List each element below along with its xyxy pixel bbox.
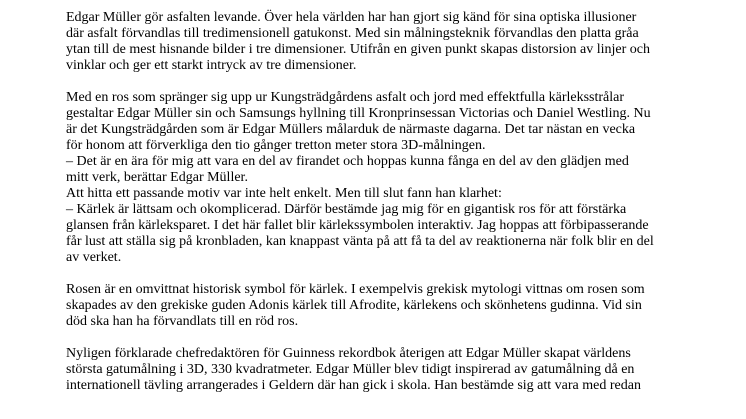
text-line: Edgar Müller gör asfalten levande. Över hela världen har han gjort sig känd för sina optiska illusioner: [66, 10, 637, 25]
text-line: internationell tävling arrangerades i Geldern där han gick i skola. Han bestämde sig att vara med redan: [66, 378, 641, 393]
text-line: Med en ros som spränger sig upp ur Kungsträdgårdens asfalt och jord med effektfulla kärleksstrålar: [66, 90, 625, 105]
paragraph-rose-artwork: [66, 90, 696, 266]
text-line: – Kärlek är lättsam och okomplicerad. Därför bestämde jag mig för en gigantisk ros för att förstärka: [66, 202, 627, 217]
paragraph-guinness-record: [66, 346, 696, 394]
text-line: mitt verk, berättar Edgar Müller.: [66, 170, 248, 185]
paragraph-rose-symbol: [66, 282, 696, 330]
text-line: gestaltar Edgar Müller sin och Samsungs hyllning till Kronprinsessan Victorias och Daniel Westling. Nu: [66, 106, 651, 121]
paragraph-intro: [66, 10, 696, 74]
text-line: där asfalt förvandlas till tredimensionell gatukonst. Med sin målningsteknik förvandlas den platta gråa: [66, 26, 639, 41]
document-page: [66, 10, 696, 410]
text-line: Nyligen förklarade chefredaktören för Guinness rekordbok återigen att Edgar Müller skapat världens: [66, 346, 631, 361]
text-line: för honom att förverkliga den tio gånger tretton meter stora 3D-målningen.: [66, 138, 486, 153]
text-line: död ska han ha förvandlats till en röd ros.: [66, 314, 299, 329]
text-line: största gatumålning i 3D, 330 kvadratmeter. Edgar Müller blev tidigt inspirerad av gatumålning då en: [66, 362, 635, 377]
text-line: Att hitta ett passande motiv var inte helt enkelt. Men till slut fann han klarhet:: [66, 186, 502, 201]
text-line: ytan till de mest hisnande bilder i tre dimensioner. Utifrån en given punkt skapas distorsion av linjer och: [66, 42, 650, 57]
text-line: är det Kungsträdgården som är Edgar Müllers målarduk de närmaste dagarna. Det tar nästan en vecka: [66, 122, 636, 137]
text-line: Rosen är en omvittnat historisk symbol för kärlek. I exempelvis grekisk mytologi vittnas om rosen som: [66, 282, 645, 297]
text-line: av verket.: [66, 250, 122, 265]
text-line: glansen från kärleksparet. I det här fallet blir kärlekssymbolen interaktiv. Jag hoppas att förbipasserande: [66, 218, 649, 233]
text-line: skapades av den grekiske guden Adonis kärlek till Afrodite, kärlekens och skönhetens gudinna. Vid sin: [66, 298, 642, 313]
text-line: vinklar och ger ett starkt intryck av tre dimensioner.: [66, 58, 357, 73]
text-line: får lust att ställa sig på kronbladen, kan knappast vänta på att få ta del av reaktionerna när folk blir en del: [66, 234, 654, 249]
text-line: – Det är en ära för mig att vara en del av firandet och hoppas kunna fånga en del av den glädjen med: [66, 154, 629, 169]
